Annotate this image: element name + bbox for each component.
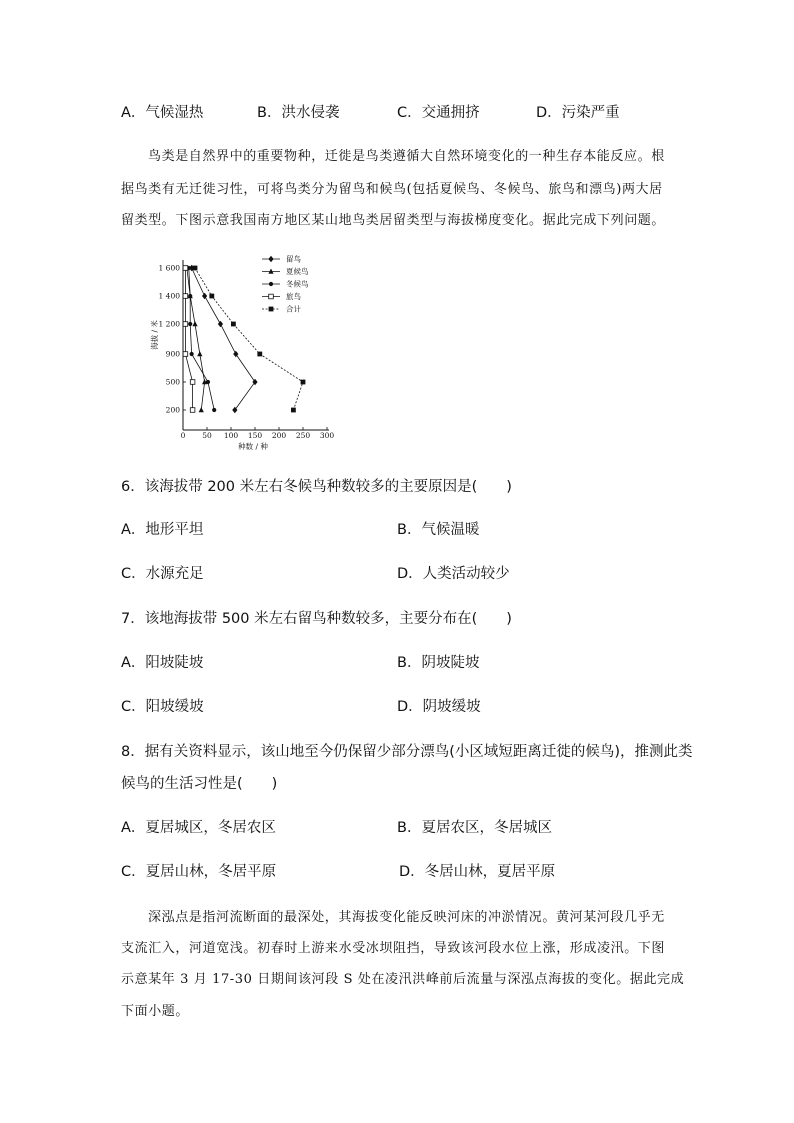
series-point xyxy=(183,352,188,357)
legend-marker xyxy=(269,282,273,286)
passage-line: 支流汇入，河道宽浅。初春时上游来水受冰坝阻挡，导致该河段水位上涨，形成凌汛。下图 xyxy=(121,941,666,956)
series-line xyxy=(192,268,255,410)
series-point xyxy=(206,380,210,384)
bird-elevation-chart xyxy=(150,250,350,455)
passage-line: 鸟类是自然界中的重要物种，迁徙是鸟类遵循大自然环境变化的一种生存本能反应。根 xyxy=(148,149,665,164)
series-point xyxy=(212,408,216,412)
q6-option-c: C．水源充足 xyxy=(121,566,204,582)
series-point xyxy=(193,266,198,271)
q6-option-d: D．人类活动较少 xyxy=(397,566,510,582)
x-tick-label: 0 xyxy=(180,431,186,440)
series-point xyxy=(199,407,204,412)
q7-option-c: C．阳坡缓坡 xyxy=(121,699,204,715)
x-tick-label: 200 xyxy=(271,431,287,440)
q5-option-b: B．洪水侵袭 xyxy=(257,105,340,121)
series-point xyxy=(197,351,202,356)
q8-stem-line1: 8．据有关资料显示，该山地至今仍保留少部分漂鸟(小区域短距离迁徙的候鸟)，推测此类 xyxy=(121,744,693,760)
q6-option-b: B．气候温暖 xyxy=(397,522,480,538)
legend-label: 留鸟 xyxy=(286,254,301,264)
y-axis-label: 海拔 / 米 xyxy=(150,320,159,350)
series-0 xyxy=(189,265,258,413)
series-point xyxy=(183,266,188,271)
q8-option-b: B．夏居农区，冬居城区 xyxy=(397,820,552,836)
passage-line: 据鸟类有无迁徙习性，可将鸟类分为留鸟和候鸟(包括夏候鸟、冬候鸟、旅鸟和漂鸟)两大居 xyxy=(121,182,663,197)
series-point xyxy=(291,408,296,413)
legend-label: 旅鸟 xyxy=(286,292,301,302)
series-point xyxy=(190,352,194,356)
passage-line: 深泓点是指河流断面的最深处，其海拔变化能反映河床的冲淤情况。黄河某河段几乎无 xyxy=(148,910,665,925)
legend-marker xyxy=(269,307,274,312)
q6-stem: 6．该海拔带 200 米左右冬候鸟种数较多的主要原因是( ) xyxy=(121,479,512,495)
y-tick-label: 500 xyxy=(165,377,180,387)
x-tick-label: 50 xyxy=(202,431,212,440)
q8-option-d: D．冬居山林，夏居平原 xyxy=(399,864,556,880)
series-point xyxy=(190,380,195,385)
q8-stem-line2: 候鸟的生活习性是( ) xyxy=(121,776,278,792)
series-point xyxy=(218,321,223,327)
x-tick-label: 250 xyxy=(295,431,311,440)
y-tick-label: 900 xyxy=(165,349,180,359)
q5-option-c: C．交通拥挤 xyxy=(397,105,480,121)
legend-label: 合计 xyxy=(286,304,301,314)
x-tick-label: 100 xyxy=(223,431,239,440)
legend-label: 夏候鸟 xyxy=(286,267,309,277)
y-tick-label: 200 xyxy=(165,405,180,415)
series-point xyxy=(301,380,306,385)
x-axis-label: 种数 / 种 xyxy=(238,442,268,451)
q5-option-a: A．气候湿热 xyxy=(121,105,204,121)
series-point xyxy=(257,352,262,357)
series-point xyxy=(202,293,207,299)
x-tick-label: 300 xyxy=(319,431,335,440)
y-tick-label: 1 600 xyxy=(158,263,180,273)
legend-label: 冬候鸟 xyxy=(286,279,309,289)
series-point xyxy=(188,294,192,298)
series-point xyxy=(192,321,197,326)
series-point xyxy=(209,294,214,299)
passage-line: 留类型。下图示意我国南方地区某山地鸟类居留类型与海拔梯度变化。据此完成下列问题。 xyxy=(121,213,666,228)
q8-option-a: A．夏居城区，冬居农区 xyxy=(121,820,276,836)
series-point xyxy=(188,322,192,326)
series-point xyxy=(183,294,188,299)
q6-option-a: A．地形平坦 xyxy=(121,522,204,538)
y-tick-label: 1 200 xyxy=(158,319,180,329)
series-2 xyxy=(187,266,217,412)
q7-option-a: A．阳坡陡坡 xyxy=(121,655,204,671)
q7-stem: 7．该地海拔带 500 米左右留鸟种数较多，主要分布在( ) xyxy=(121,611,512,627)
y-tick-label: 1 400 xyxy=(158,291,180,301)
series-point xyxy=(231,322,236,327)
series-point xyxy=(183,322,188,327)
q8-option-c: C．夏居山林，冬居平原 xyxy=(121,864,277,880)
q7-option-b: B．阴坡陡坡 xyxy=(397,655,480,671)
q7-option-d: D．阴坡缓坡 xyxy=(397,699,481,715)
series-1 xyxy=(184,265,207,412)
passage-line: 下面小题。 xyxy=(121,1004,190,1019)
chart-legend xyxy=(262,254,309,314)
series-line xyxy=(195,268,303,410)
passage-line: 示意某年 3 月 17-30 日期间该河段 S 处在凌汛洪峰前后流量与深泓点海拔的变化。据此完成 xyxy=(121,972,685,987)
legend-marker xyxy=(269,294,274,299)
x-tick-label: 150 xyxy=(247,431,263,440)
series-point xyxy=(190,408,195,413)
legend-marker xyxy=(268,256,273,262)
q5-option-d: D．污染严重 xyxy=(536,105,620,121)
